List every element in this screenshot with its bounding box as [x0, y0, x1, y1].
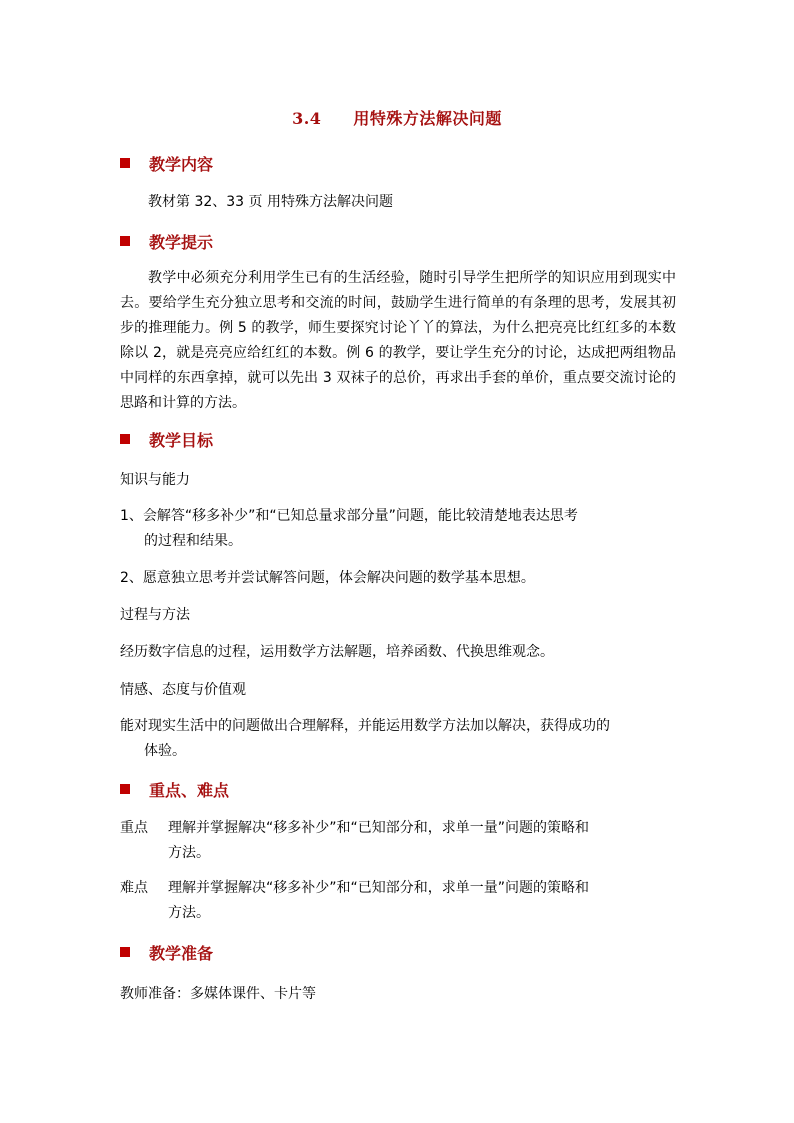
emotion-line1: 能对现实生活中的问题做出合理解释，并能运用数学方法加以解决，获得成功的 — [120, 718, 610, 734]
heading-content — [120, 152, 213, 174]
diff-label: 难点 — [120, 880, 148, 896]
emotion-label: 情感、态度与价值观 — [120, 682, 246, 698]
bullet-square-icon — [120, 784, 130, 794]
difficult-point — [120, 876, 680, 926]
heading-hint — [120, 230, 213, 252]
goal-item-1-line2: 的过程和结果。 — [144, 533, 242, 549]
page-title — [0, 106, 794, 129]
goal-item-2: 2、愿意独立思考并尝试解答问题，体会解决问题的数学基本思想。 — [120, 570, 535, 586]
key-point — [120, 816, 680, 866]
bullet-square-icon — [120, 434, 130, 444]
emotion-line2: 体验。 — [144, 743, 186, 759]
heading-text: 教学目标 — [149, 430, 214, 450]
heading-text: 教学提示 — [149, 232, 214, 252]
diff-line2: 方法。 — [168, 905, 210, 921]
process-text: 经历数字信息的过程，运用数学方法解题，培养函数、代换思维观念。 — [120, 644, 554, 660]
diff-body — [168, 876, 680, 926]
goal-item-1 — [120, 504, 680, 554]
bullet-square-icon — [120, 158, 130, 168]
prep-line: 教师准备：多媒体课件、卡片等 — [120, 986, 316, 1002]
heading-prep — [120, 941, 213, 963]
heading-text: 教学内容 — [149, 154, 214, 174]
goal-item-1-line1: 1、会解答“移多补少”和“已知总量求部分量”问题，能比较清楚地表达思考 — [120, 508, 578, 524]
heading-keypoints — [120, 778, 229, 800]
hint-paragraph: 教学中必须充分利用学生已有的生活经验，随时引导学生把所学的知识应用到现实中去。要给学生充分独立思考和交流的时间，鼓励学生进行简单的有条理的思考，发展其初步的推理能力。例 5 的教学，师生要探究讨论丫丫的算法，为什么把亮亮比红红多的本数除以 2，就是亮亮应给红红的本数。例 6 的教学，要让学生充分的讨论，达成把两组物品中同样的东西拿掉，就可以先出 3 双袜子的总价，再求出手套的单价，重点要交流讨论的思路和计算的方法。 — [120, 270, 676, 411]
bullet-square-icon — [120, 947, 130, 957]
key-line2: 方法。 — [168, 845, 210, 861]
emotion-text — [120, 714, 680, 764]
diff-line1: 理解并掌握解决“移多补少”和“已知部分和，求单一量”问题的策略和 — [168, 880, 590, 896]
key-body — [168, 816, 680, 866]
heading-text: 重点、难点 — [149, 780, 230, 800]
bullet-square-icon — [120, 236, 130, 246]
title-number: 3.4 — [292, 109, 322, 128]
heading-text: 教学准备 — [149, 943, 214, 963]
title-text: 用特殊方法解决问题 — [353, 109, 502, 128]
heading-goals — [120, 428, 213, 450]
key-line1: 理解并掌握解决“移多补少”和“已知部分和，求单一量”问题的策略和 — [168, 820, 590, 836]
key-label: 重点 — [120, 820, 148, 836]
knowledge-label: 知识与能力 — [120, 472, 190, 488]
process-label: 过程与方法 — [120, 607, 190, 623]
content-line: 教材第 32、33 页 用特殊方法解决问题 — [148, 194, 393, 210]
